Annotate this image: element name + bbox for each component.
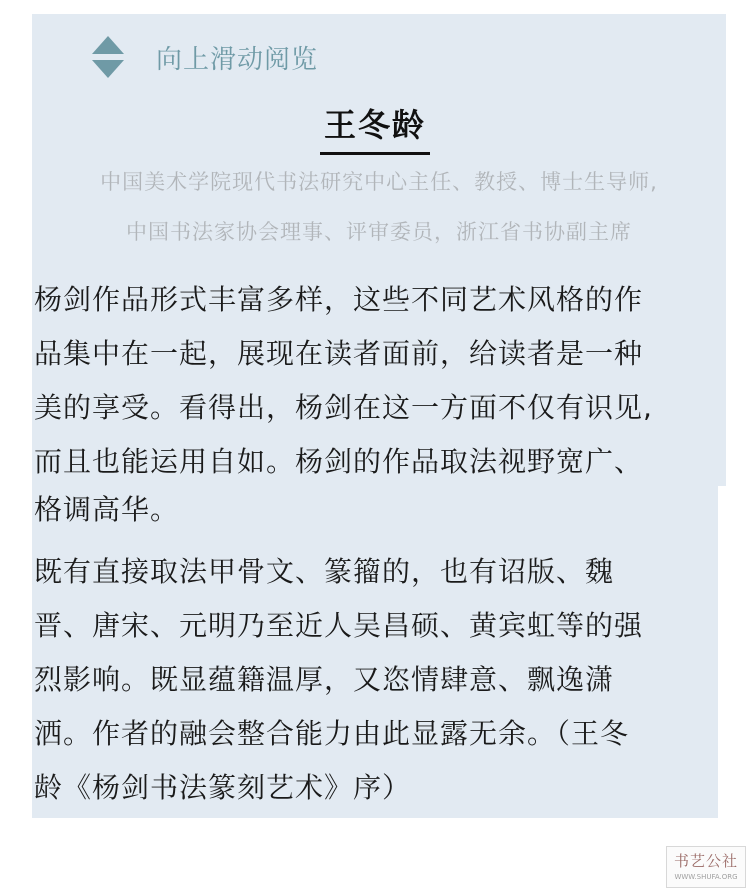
site-watermark xyxy=(666,846,746,888)
paragraph-line: 美的享受。看得出，杨剑在这一方面不仅有识见, xyxy=(34,391,653,424)
paragraph-line: 既有直接取法甲骨文、篆籀的，也有诏版、魏 xyxy=(34,555,615,588)
paragraph-line: 格调高华。 xyxy=(34,493,180,526)
paragraph-line: 晋、唐宋、元明乃至近人吴昌硕、黄宾虹等的强 xyxy=(34,609,644,642)
paragraph-line: 洒。作者的融会整合能力由此显露无余。（王冬 xyxy=(34,717,630,750)
author-heading xyxy=(0,100,750,155)
panel-edge xyxy=(718,486,728,826)
author-name: 王冬龄 xyxy=(320,100,430,155)
author-title-line: 中国书法家协会理事、评审委员，浙江省书协副主席 xyxy=(126,220,632,244)
watermark-logo-text: 书艺公社 xyxy=(673,852,738,870)
scroll-up-hint[interactable] xyxy=(90,34,318,80)
up-down-arrows-icon xyxy=(90,34,126,80)
paragraph-line: 品集中在一起，展现在读者面前，给读者是一种 xyxy=(34,337,644,370)
paragraph-line: 龄《杨剑书法篆刻艺术》序） xyxy=(34,771,412,804)
paragraph-line: 而且也能运用自如。杨剑的作品取法视野宽广、 xyxy=(34,445,644,478)
paragraph-line: 杨剑作品形式丰富多样，这些不同艺术风格的作 xyxy=(34,283,644,316)
watermark-url: WWW.SHUFA.ORG xyxy=(674,873,738,881)
paragraph-line: 烈影响。既显蕴籍温厚，又恣情肆意、飘逸潇 xyxy=(34,663,615,696)
author-title-line: 中国美术学院现代书法研究中心主任、教授、博士生导师, xyxy=(100,170,658,194)
scroll-hint-label: 向上滑动阅览 xyxy=(156,44,319,75)
